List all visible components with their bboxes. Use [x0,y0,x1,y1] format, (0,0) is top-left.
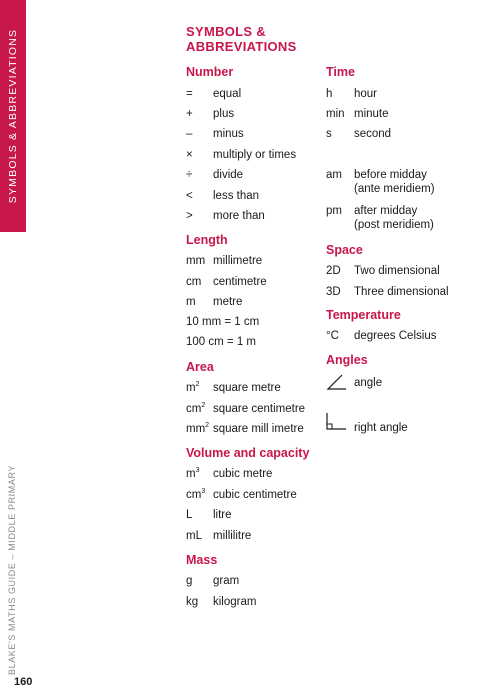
section-heading-mass: Mass [186,553,218,567]
right-angle-icon [326,412,348,434]
section-heading-area: Area [186,360,214,374]
section-heading-space: Space [326,243,363,257]
page-number: 160 [14,676,33,688]
section-heading-time: Time [326,65,355,79]
section-heading-temperature: Temperature [326,308,401,322]
equivalence-text: 100 cm = 1 m [186,336,256,348]
section-heading-number: Number [186,65,234,79]
angle-icon [326,374,348,390]
equivalence-text: 10 mm = 1 cm [186,316,260,328]
side-tab-label: SYMBOLS & ABBREVIATIONS [7,28,19,204]
side-tab [0,0,26,232]
book-title-footer: BLAKE'S MATHS GUIDE – MIDDLE PRIMARY [7,464,17,676]
section-heading-angles: Angles [326,353,368,367]
page-title: SYMBOLS & ABBREVIATIONS [186,24,297,54]
section-heading-length: Length [186,233,228,247]
section-heading-volume: Volume and capacity [186,446,310,460]
